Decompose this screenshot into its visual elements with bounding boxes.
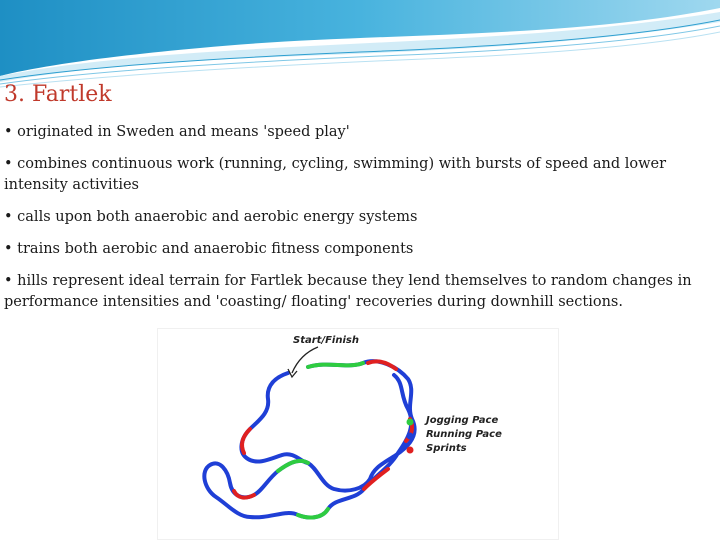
bullet-item: • combines continuous work (running, cycling, swimming) with bursts of speed and lower intensity activities: [4, 156, 667, 193]
bullet-item: • hills represent ideal terrain for Fartlek because they lend themselves to random changes in performance intensities and 'coasting/ floating' recoveries during downhill sections.: [4, 273, 692, 310]
sprint-segment: [368, 361, 396, 369]
bullet-item: • trains both aerobic and anaerobic fitness components: [4, 241, 414, 257]
jogging-segment: [278, 461, 308, 471]
jogging-segment: [308, 363, 363, 367]
legend-jogging-label: Jogging Pace: [426, 415, 499, 426]
bullet-item: • originated in Sweden and means 'speed play': [4, 124, 350, 140]
start-arrow: [292, 347, 318, 373]
legend-dot-sprints: [407, 447, 414, 454]
legend-running-label: Running Pace: [426, 429, 502, 440]
course-path-left: [241, 373, 308, 463]
bullet-item: • calls upon both anaerobic and aerobic energy systems: [4, 209, 418, 225]
jogging-segment: [298, 509, 328, 517]
sprint-segment: [242, 429, 250, 453]
slide-title: 3. Fartlek: [4, 82, 112, 107]
fartlek-course-figure: [157, 328, 559, 540]
bullet-list: [4, 122, 716, 324]
sprint-segment: [234, 491, 254, 498]
legend-sprints-label: Sprints: [426, 443, 467, 454]
header-wave-decoration: [0, 0, 720, 90]
legend-dot-jogging: [407, 419, 414, 426]
legend-dot-running: [407, 433, 414, 440]
start-finish-label: Start/Finish: [293, 335, 359, 346]
